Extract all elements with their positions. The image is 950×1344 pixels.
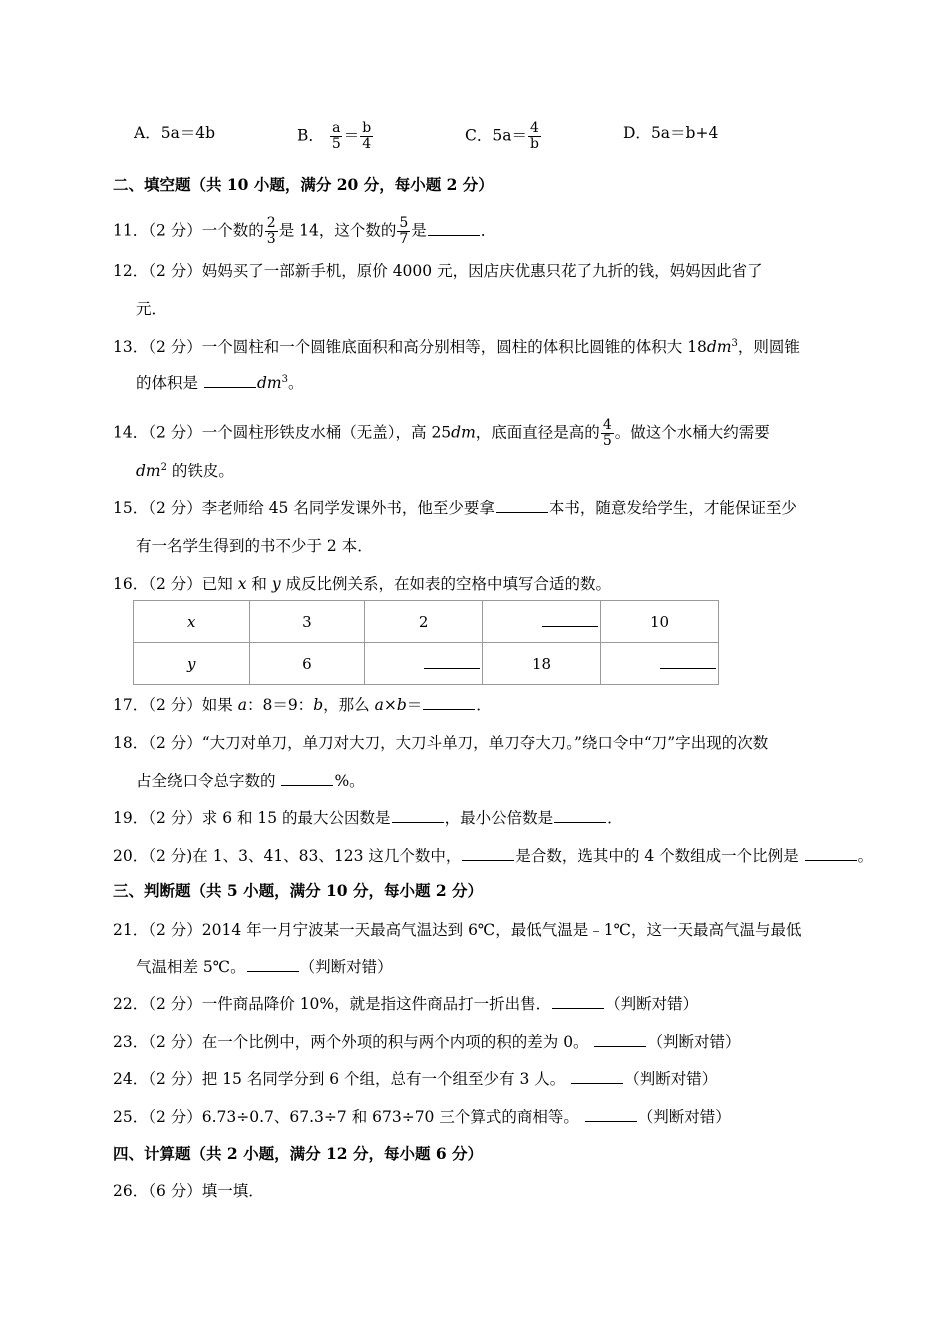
answer-blank[interactable] [594, 1032, 646, 1047]
inverse-proportion-table [133, 600, 719, 685]
question-26: 26．（6 分）填一填． [113, 1182, 264, 1200]
section-heading-calc: 四、计算题（共 2 小题，满分 12 分，每小题 6 分） [113, 1144, 484, 1163]
question-15: 15．（2 分）李老师给 45 名同学发课外书，他至少要拿 本书，随意发给学生，才能保证至少 [113, 499, 797, 517]
table-row-x: x 3 2 10 [134, 601, 719, 643]
answer-blank[interactable] [423, 695, 475, 710]
answer-blank[interactable] [571, 1069, 623, 1084]
fraction-4-over-b: $\frac{4}{b}$ [529, 120, 539, 152]
answer-blank[interactable] [462, 846, 514, 861]
answer-blank[interactable] [392, 808, 444, 823]
option-a: A．5a＝4b [134, 124, 216, 142]
answer-blank[interactable] [805, 846, 857, 861]
fraction-a-over-5: $\frac{a}{5}$ [331, 120, 341, 152]
question-18: 18．（2 分）“大刀对单刀，单刀对大刀，大刀斗单刀，单刀夺大刀。”绕口令中“刀”字出现的次数 [113, 734, 769, 752]
question-19: 19．（2 分）求 6 和 15 的最大公因数是 ，最小公倍数是 ． [113, 809, 623, 827]
answer-blank[interactable] [554, 808, 606, 823]
section-heading-fill: 二、填空题（共 10 小题，满分 20 分，每小题 2 分） [113, 175, 494, 194]
option-b: B． $\frac{a}{5}$ ＝ $\frac{b}{4}$ [297, 120, 372, 152]
question-14: 14．（2 分）一个圆柱形铁皮水桶（无盖），高 25dm，底面直径是高的 $\frac{4}{5}$ 。做这个水桶大约需要 [113, 417, 770, 449]
answer-blank[interactable] [281, 771, 333, 786]
table-row-y: y 6 18 [134, 643, 719, 685]
question-20: 20．（2 分)在 1、3、41、83、123 这几个数中， 是合数，选其中的 4 个数组成一个比例是 。 [113, 847, 874, 865]
question-23: 23．（2 分）在一个比例中，两个外项的积与两个内项的积的差为 0。 （判断对错） [113, 1033, 741, 1051]
question-15-cont: 有一名学生得到的书不少于 2 本． [136, 537, 373, 555]
fraction-b-over-4: $\frac{b}{4}$ [362, 120, 372, 152]
question-21: 21．（2 分）2014 年一月宁波某一天最高气温达到 6℃，最低气温是﹣1℃，这一天最高气温与最低 [113, 921, 802, 939]
answer-blank[interactable] [424, 654, 480, 669]
answer-blank[interactable] [585, 1107, 637, 1122]
question-24: 24．（2 分）把 15 名同学分到 6 个组，总有一个组至少有 3 人。 （判断对错） [113, 1070, 718, 1088]
section-heading-judge: 三、判断题（共 5 小题，满分 10 分，每小题 2 分） [113, 881, 484, 900]
option-c: C．5a＝ $\frac{4}{b}$ [465, 120, 539, 152]
answer-blank[interactable] [428, 221, 480, 236]
question-16: 16．（2 分）已知 x 和 y 成反比例关系，在如表的空格中填写合适的数。 [113, 575, 612, 593]
question-13: 13．（2 分）一个圆柱和一个圆锥底面积和高分别相等，圆柱的体积比圆锥的体积大 $18dm^3$，则圆锥 [113, 337, 800, 356]
question-21-cont: 气温相差 5℃。 （判断对错） [136, 958, 393, 976]
question-11: 11．（2 分）一个数的 $\frac{2}{3}$ 是 14，这个数的 $\frac{5}{7}$ 是 ． [113, 215, 497, 247]
question-14-cont: $dm^2$ 的铁皮。 [136, 461, 234, 480]
answer-blank[interactable] [496, 498, 548, 513]
question-25: 25．（2 分）6.73÷0.7、67.3÷7 和 673÷70 三个算式的商相等。 （判断对错） [113, 1108, 731, 1126]
answer-blank[interactable] [660, 654, 716, 669]
question-18-cont: 占全绕口令总字数的 %。 [136, 772, 365, 790]
answer-blank[interactable] [204, 373, 256, 388]
answer-blank[interactable] [247, 957, 299, 972]
question-22: 22．（2 分）一件商品降价 10%，就是指这件商品打一折出售． （判断对错） [113, 995, 699, 1013]
answer-blank[interactable] [552, 994, 604, 1009]
question-13-cont: 的体积是 $dm^3$。 [136, 373, 304, 392]
question-12: 12．（2 分）妈妈买了一部新手机，原价 4000 元，因店庆优惠只花了九折的钱，妈妈因此省了 [113, 262, 763, 280]
question-17: 17．（2 分）如果 a：8＝9：b，那么 a×b＝ ． [113, 696, 492, 714]
answer-blank[interactable] [542, 612, 598, 627]
option-d: D．5a＝b+4 [623, 124, 719, 142]
question-12-cont: 元． [136, 300, 168, 318]
